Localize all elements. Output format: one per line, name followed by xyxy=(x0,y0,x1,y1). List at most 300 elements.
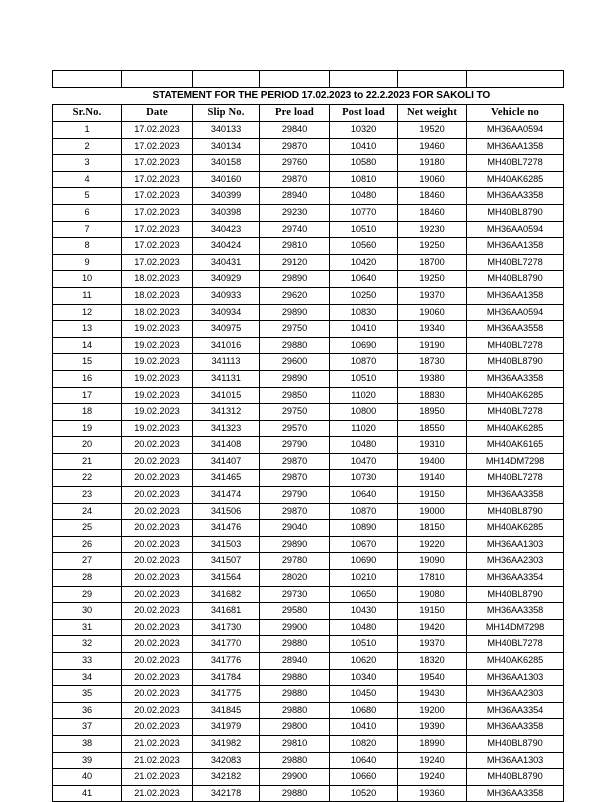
cell-sr-no: 28 xyxy=(53,570,122,587)
cell-vehicle-no: MH36AA3558 xyxy=(467,321,564,338)
cell-post-load: 10820 xyxy=(330,735,398,752)
cell-post-load: 10320 xyxy=(330,122,398,139)
cell-vehicle-no: MH40AK6165 xyxy=(467,437,564,454)
table-header-row xyxy=(53,105,564,122)
table-row xyxy=(53,769,564,786)
cell-sr-no: 35 xyxy=(53,686,122,703)
cell-pre-load: 29730 xyxy=(260,586,330,603)
cell-post-load: 10640 xyxy=(330,752,398,769)
cell-pre-load: 29760 xyxy=(260,155,330,172)
cell-slip-no: 340934 xyxy=(193,304,260,321)
cell-pre-load: 29790 xyxy=(260,487,330,504)
cell-vehicle-no: MH40BL7278 xyxy=(467,404,564,421)
cell-pre-load: 29890 xyxy=(260,536,330,553)
cell-sr-no: 10 xyxy=(53,271,122,288)
cell-date: 18.02.2023 xyxy=(122,287,193,304)
cell-vehicle-no: MH40AK6285 xyxy=(467,520,564,537)
cell-post-load: 10520 xyxy=(330,785,398,802)
column-header-vehicle-no: Vehicle no xyxy=(467,105,564,122)
cell-sr-no: 3 xyxy=(53,155,122,172)
cell-sr-no: 21 xyxy=(53,453,122,470)
cell-sr-no: 26 xyxy=(53,536,122,553)
cell-slip-no: 340160 xyxy=(193,171,260,188)
blank-cell xyxy=(260,71,330,88)
cell-sr-no: 4 xyxy=(53,171,122,188)
cell-slip-no: 342083 xyxy=(193,752,260,769)
cell-slip-no: 341982 xyxy=(193,735,260,752)
cell-post-load: 10410 xyxy=(330,321,398,338)
cell-pre-load: 29880 xyxy=(260,686,330,703)
table-row xyxy=(53,520,564,537)
cell-pre-load: 29880 xyxy=(260,785,330,802)
table-row xyxy=(53,204,564,221)
cell-sr-no: 19 xyxy=(53,420,122,437)
cell-vehicle-no: MH36AA3358 xyxy=(467,188,564,205)
table-row xyxy=(53,370,564,387)
cell-slip-no: 341506 xyxy=(193,503,260,520)
cell-pre-load: 29880 xyxy=(260,702,330,719)
cell-slip-no: 341474 xyxy=(193,487,260,504)
cell-date: 20.02.2023 xyxy=(122,636,193,653)
cell-net-weight: 19060 xyxy=(398,304,467,321)
cell-date: 20.02.2023 xyxy=(122,437,193,454)
cell-date: 20.02.2023 xyxy=(122,702,193,719)
cell-post-load: 10640 xyxy=(330,487,398,504)
cell-date: 20.02.2023 xyxy=(122,470,193,487)
cell-net-weight: 19150 xyxy=(398,603,467,620)
cell-date: 18.02.2023 xyxy=(122,271,193,288)
cell-vehicle-no: MH36AA3354 xyxy=(467,702,564,719)
table-row xyxy=(53,354,564,371)
page-title: STATEMENT FOR THE PERIOD 17.02.2023 to 22.2.2023 FOR SAKOLI TO xyxy=(152,90,491,101)
statement-table xyxy=(52,70,564,802)
cell-sr-no: 33 xyxy=(53,653,122,670)
cell-vehicle-no: MH40BL7278 xyxy=(467,470,564,487)
cell-post-load: 10480 xyxy=(330,437,398,454)
cell-post-load: 10810 xyxy=(330,171,398,188)
cell-sr-no: 9 xyxy=(53,254,122,271)
cell-vehicle-no: MH40AK6285 xyxy=(467,653,564,670)
cell-sr-no: 12 xyxy=(53,304,122,321)
table-row xyxy=(53,653,564,670)
cell-post-load: 10450 xyxy=(330,686,398,703)
cell-pre-load: 28940 xyxy=(260,653,330,670)
column-header-sr-no: Sr.No. xyxy=(53,105,122,122)
cell-net-weight: 18550 xyxy=(398,420,467,437)
cell-pre-load: 29780 xyxy=(260,553,330,570)
cell-post-load: 10890 xyxy=(330,520,398,537)
column-header-pre-load: Pre load xyxy=(260,105,330,122)
table-row xyxy=(53,254,564,271)
table-row xyxy=(53,122,564,139)
cell-net-weight: 18950 xyxy=(398,404,467,421)
cell-net-weight: 19370 xyxy=(398,636,467,653)
cell-slip-no: 341776 xyxy=(193,653,260,670)
blank-cell xyxy=(122,71,193,88)
table-row xyxy=(53,603,564,620)
cell-vehicle-no: MH36AA3358 xyxy=(467,785,564,802)
cell-post-load: 11020 xyxy=(330,387,398,404)
cell-net-weight: 19150 xyxy=(398,487,467,504)
cell-net-weight: 18460 xyxy=(398,204,467,221)
cell-post-load: 10640 xyxy=(330,271,398,288)
cell-post-load: 10870 xyxy=(330,354,398,371)
cell-pre-load: 29880 xyxy=(260,337,330,354)
cell-net-weight: 19520 xyxy=(398,122,467,139)
table-row xyxy=(53,487,564,504)
cell-post-load: 10250 xyxy=(330,287,398,304)
column-header-net-weight: Net weight xyxy=(398,105,467,122)
cell-date: 17.02.2023 xyxy=(122,138,193,155)
cell-slip-no: 341465 xyxy=(193,470,260,487)
cell-vehicle-no: MH36AA0594 xyxy=(467,304,564,321)
cell-vehicle-no: MH36AA1358 xyxy=(467,138,564,155)
blank-cell xyxy=(53,71,122,88)
cell-sr-no: 17 xyxy=(53,387,122,404)
cell-pre-load: 29800 xyxy=(260,719,330,736)
cell-sr-no: 32 xyxy=(53,636,122,653)
cell-date: 19.02.2023 xyxy=(122,321,193,338)
cell-vehicle-no: MH36AA2303 xyxy=(467,686,564,703)
cell-date: 18.02.2023 xyxy=(122,304,193,321)
cell-post-load: 10870 xyxy=(330,503,398,520)
cell-sr-no: 34 xyxy=(53,669,122,686)
cell-net-weight: 19230 xyxy=(398,221,467,238)
cell-slip-no: 340399 xyxy=(193,188,260,205)
document-title-cell xyxy=(53,88,564,105)
cell-post-load: 10410 xyxy=(330,138,398,155)
cell-pre-load: 29740 xyxy=(260,221,330,238)
cell-vehicle-no: MH40AK6285 xyxy=(467,387,564,404)
table-row xyxy=(53,155,564,172)
cell-pre-load: 29620 xyxy=(260,287,330,304)
cell-net-weight: 18320 xyxy=(398,653,467,670)
cell-net-weight: 19390 xyxy=(398,719,467,736)
blank-cell xyxy=(330,71,398,88)
cell-date: 17.02.2023 xyxy=(122,171,193,188)
cell-date: 19.02.2023 xyxy=(122,370,193,387)
table-row xyxy=(53,752,564,769)
cell-pre-load: 29900 xyxy=(260,769,330,786)
cell-slip-no: 342182 xyxy=(193,769,260,786)
table-row xyxy=(53,453,564,470)
table-row xyxy=(53,686,564,703)
table-row xyxy=(53,188,564,205)
cell-post-load: 10430 xyxy=(330,603,398,620)
cell-date: 20.02.2023 xyxy=(122,570,193,587)
column-header-date: Date xyxy=(122,105,193,122)
cell-sr-no: 24 xyxy=(53,503,122,520)
cell-post-load: 10510 xyxy=(330,370,398,387)
cell-date: 19.02.2023 xyxy=(122,404,193,421)
cell-sr-no: 39 xyxy=(53,752,122,769)
cell-post-load: 10800 xyxy=(330,404,398,421)
cell-post-load: 10560 xyxy=(330,238,398,255)
cell-pre-load: 29880 xyxy=(260,636,330,653)
cell-net-weight: 19060 xyxy=(398,171,467,188)
cell-net-weight: 19250 xyxy=(398,271,467,288)
cell-post-load: 10410 xyxy=(330,719,398,736)
cell-pre-load: 28020 xyxy=(260,570,330,587)
cell-pre-load: 29900 xyxy=(260,619,330,636)
cell-vehicle-no: MH36AA3358 xyxy=(467,487,564,504)
cell-sr-no: 27 xyxy=(53,553,122,570)
cell-post-load: 11020 xyxy=(330,420,398,437)
cell-post-load: 10510 xyxy=(330,221,398,238)
cell-vehicle-no: MH40BL8790 xyxy=(467,503,564,520)
cell-date: 20.02.2023 xyxy=(122,669,193,686)
table-row xyxy=(53,702,564,719)
blank-cell xyxy=(467,71,564,88)
cell-net-weight: 19340 xyxy=(398,321,467,338)
table-row xyxy=(53,570,564,587)
cell-sr-no: 11 xyxy=(53,287,122,304)
cell-sr-no: 31 xyxy=(53,619,122,636)
table-row xyxy=(53,287,564,304)
cell-sr-no: 16 xyxy=(53,370,122,387)
cell-vehicle-no: MH40BL8790 xyxy=(467,271,564,288)
cell-post-load: 10680 xyxy=(330,702,398,719)
cell-net-weight: 18730 xyxy=(398,354,467,371)
cell-slip-no: 340975 xyxy=(193,321,260,338)
table-row xyxy=(53,304,564,321)
table-row xyxy=(53,238,564,255)
cell-vehicle-no: MH14DM7298 xyxy=(467,453,564,470)
cell-vehicle-no: MH36AA3358 xyxy=(467,370,564,387)
cell-sr-no: 18 xyxy=(53,404,122,421)
cell-net-weight: 19080 xyxy=(398,586,467,603)
cell-slip-no: 341682 xyxy=(193,586,260,603)
cell-slip-no: 341131 xyxy=(193,370,260,387)
blank-cell xyxy=(398,71,467,88)
cell-date: 17.02.2023 xyxy=(122,204,193,221)
table-row xyxy=(53,735,564,752)
cell-pre-load: 29810 xyxy=(260,238,330,255)
cell-sr-no: 38 xyxy=(53,735,122,752)
cell-pre-load: 29890 xyxy=(260,271,330,288)
cell-net-weight: 19200 xyxy=(398,702,467,719)
cell-slip-no: 341507 xyxy=(193,553,260,570)
cell-date: 20.02.2023 xyxy=(122,503,193,520)
table-row xyxy=(53,636,564,653)
cell-slip-no: 341564 xyxy=(193,570,260,587)
cell-net-weight: 19420 xyxy=(398,619,467,636)
table-row xyxy=(53,785,564,802)
cell-date: 17.02.2023 xyxy=(122,188,193,205)
cell-pre-load: 29040 xyxy=(260,520,330,537)
cell-net-weight: 19370 xyxy=(398,287,467,304)
cell-slip-no: 341681 xyxy=(193,603,260,620)
cell-date: 21.02.2023 xyxy=(122,735,193,752)
cell-sr-no: 1 xyxy=(53,122,122,139)
cell-date: 19.02.2023 xyxy=(122,354,193,371)
column-header-slip-no: Slip No. xyxy=(193,105,260,122)
cell-post-load: 10830 xyxy=(330,304,398,321)
cell-net-weight: 19240 xyxy=(398,752,467,769)
cell-pre-load: 29870 xyxy=(260,138,330,155)
cell-date: 20.02.2023 xyxy=(122,453,193,470)
table-body xyxy=(53,71,564,802)
cell-pre-load: 29890 xyxy=(260,370,330,387)
cell-sr-no: 37 xyxy=(53,719,122,736)
cell-vehicle-no: MH40AK6285 xyxy=(467,171,564,188)
cell-sr-no: 14 xyxy=(53,337,122,354)
cell-sr-no: 29 xyxy=(53,586,122,603)
cell-slip-no: 340423 xyxy=(193,221,260,238)
table-row xyxy=(53,470,564,487)
cell-net-weight: 19240 xyxy=(398,769,467,786)
cell-slip-no: 341476 xyxy=(193,520,260,537)
cell-pre-load: 29880 xyxy=(260,669,330,686)
cell-sr-no: 5 xyxy=(53,188,122,205)
cell-slip-no: 341408 xyxy=(193,437,260,454)
cell-vehicle-no: MH36AA0594 xyxy=(467,221,564,238)
cell-post-load: 10620 xyxy=(330,653,398,670)
table-row xyxy=(53,536,564,553)
column-header-post-load: Post load xyxy=(330,105,398,122)
cell-pre-load: 29580 xyxy=(260,603,330,620)
cell-vehicle-no: MH36AA1303 xyxy=(467,536,564,553)
cell-post-load: 10470 xyxy=(330,453,398,470)
cell-slip-no: 341784 xyxy=(193,669,260,686)
cell-slip-no: 340431 xyxy=(193,254,260,271)
table-row xyxy=(53,420,564,437)
cell-slip-no: 341016 xyxy=(193,337,260,354)
cell-post-load: 10420 xyxy=(330,254,398,271)
cell-vehicle-no: MH40BL8790 xyxy=(467,354,564,371)
cell-date: 17.02.2023 xyxy=(122,254,193,271)
table-row xyxy=(53,619,564,636)
cell-net-weight: 19430 xyxy=(398,686,467,703)
cell-date: 21.02.2023 xyxy=(122,785,193,802)
spreadsheet-sheet xyxy=(52,70,563,802)
table-row xyxy=(53,586,564,603)
cell-pre-load: 29810 xyxy=(260,735,330,752)
cell-net-weight: 19460 xyxy=(398,138,467,155)
cell-date: 21.02.2023 xyxy=(122,769,193,786)
cell-pre-load: 29750 xyxy=(260,321,330,338)
cell-post-load: 10690 xyxy=(330,553,398,570)
cell-vehicle-no: MH36AA3358 xyxy=(467,719,564,736)
cell-vehicle-no: MH36AA3354 xyxy=(467,570,564,587)
cell-slip-no: 342178 xyxy=(193,785,260,802)
cell-slip-no: 341503 xyxy=(193,536,260,553)
cell-vehicle-no: MH36AA1358 xyxy=(467,287,564,304)
cell-slip-no: 341770 xyxy=(193,636,260,653)
cell-date: 20.02.2023 xyxy=(122,586,193,603)
blank-cell xyxy=(193,71,260,88)
cell-sr-no: 2 xyxy=(53,138,122,155)
cell-pre-load: 29850 xyxy=(260,387,330,404)
cell-net-weight: 18150 xyxy=(398,520,467,537)
cell-date: 17.02.2023 xyxy=(122,155,193,172)
cell-slip-no: 341015 xyxy=(193,387,260,404)
cell-sr-no: 15 xyxy=(53,354,122,371)
cell-vehicle-no: MH40BL7278 xyxy=(467,155,564,172)
cell-date: 19.02.2023 xyxy=(122,420,193,437)
cell-net-weight: 19540 xyxy=(398,669,467,686)
table-row xyxy=(53,221,564,238)
cell-pre-load: 29870 xyxy=(260,470,330,487)
cell-pre-load: 29840 xyxy=(260,122,330,139)
cell-slip-no: 341113 xyxy=(193,354,260,371)
cell-post-load: 10480 xyxy=(330,619,398,636)
cell-date: 20.02.2023 xyxy=(122,487,193,504)
cell-vehicle-no: MH36AA1303 xyxy=(467,669,564,686)
cell-net-weight: 19220 xyxy=(398,536,467,553)
document-title-row xyxy=(53,88,564,105)
cell-vehicle-no: MH36AA0594 xyxy=(467,122,564,139)
cell-vehicle-no: MH40BL7278 xyxy=(467,636,564,653)
blank-spacer-row xyxy=(53,71,564,88)
cell-pre-load: 29750 xyxy=(260,404,330,421)
cell-post-load: 10670 xyxy=(330,536,398,553)
cell-net-weight: 19180 xyxy=(398,155,467,172)
cell-net-weight: 18830 xyxy=(398,387,467,404)
cell-slip-no: 340933 xyxy=(193,287,260,304)
cell-vehicle-no: MH14DM7298 xyxy=(467,619,564,636)
cell-slip-no: 341845 xyxy=(193,702,260,719)
cell-post-load: 10510 xyxy=(330,636,398,653)
cell-vehicle-no: MH40BL8790 xyxy=(467,204,564,221)
cell-net-weight: 19190 xyxy=(398,337,467,354)
cell-vehicle-no: MH40AK6285 xyxy=(467,420,564,437)
cell-post-load: 10210 xyxy=(330,570,398,587)
cell-slip-no: 341312 xyxy=(193,404,260,421)
cell-date: 20.02.2023 xyxy=(122,686,193,703)
cell-slip-no: 341979 xyxy=(193,719,260,736)
cell-net-weight: 18700 xyxy=(398,254,467,271)
table-row xyxy=(53,138,564,155)
table-row xyxy=(53,669,564,686)
cell-date: 17.02.2023 xyxy=(122,122,193,139)
cell-slip-no: 340133 xyxy=(193,122,260,139)
cell-net-weight: 19310 xyxy=(398,437,467,454)
cell-post-load: 10730 xyxy=(330,470,398,487)
table-row xyxy=(53,337,564,354)
cell-net-weight: 19090 xyxy=(398,553,467,570)
cell-pre-load: 29870 xyxy=(260,171,330,188)
table-row xyxy=(53,404,564,421)
table-row xyxy=(53,271,564,288)
table-row xyxy=(53,719,564,736)
cell-pre-load: 29230 xyxy=(260,204,330,221)
cell-sr-no: 6 xyxy=(53,204,122,221)
cell-vehicle-no: MH40BL7278 xyxy=(467,254,564,271)
table-row xyxy=(53,437,564,454)
cell-post-load: 10770 xyxy=(330,204,398,221)
cell-slip-no: 340398 xyxy=(193,204,260,221)
cell-post-load: 10690 xyxy=(330,337,398,354)
cell-vehicle-no: MH36AA3358 xyxy=(467,603,564,620)
cell-post-load: 10480 xyxy=(330,188,398,205)
cell-sr-no: 8 xyxy=(53,238,122,255)
cell-sr-no: 41 xyxy=(53,785,122,802)
cell-pre-load: 29890 xyxy=(260,304,330,321)
table-row xyxy=(53,387,564,404)
cell-sr-no: 30 xyxy=(53,603,122,620)
cell-pre-load: 29600 xyxy=(260,354,330,371)
cell-post-load: 10580 xyxy=(330,155,398,172)
cell-date: 20.02.2023 xyxy=(122,520,193,537)
cell-vehicle-no: MH36AA1358 xyxy=(467,238,564,255)
cell-slip-no: 340929 xyxy=(193,271,260,288)
cell-sr-no: 25 xyxy=(53,520,122,537)
cell-vehicle-no: MH36AA1303 xyxy=(467,752,564,769)
cell-sr-no: 22 xyxy=(53,470,122,487)
cell-date: 17.02.2023 xyxy=(122,238,193,255)
cell-net-weight: 19360 xyxy=(398,785,467,802)
